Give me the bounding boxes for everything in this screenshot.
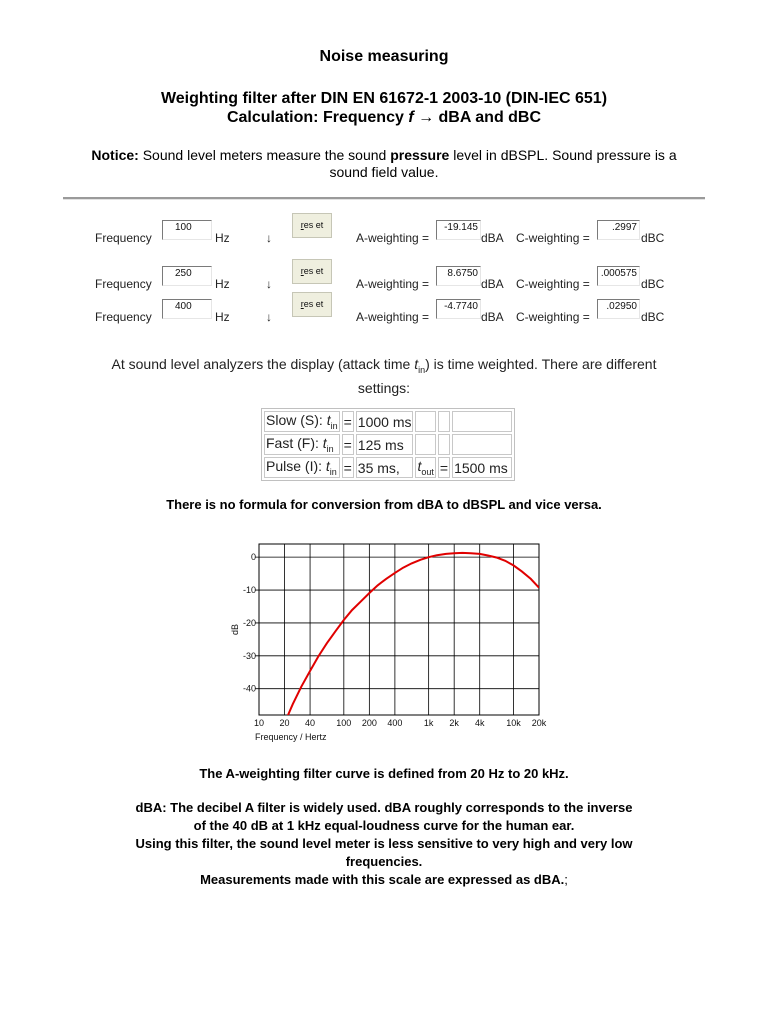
release-time-value	[452, 411, 512, 432]
time-weighting-row	[264, 434, 512, 455]
frequency-label: Frequency	[95, 277, 152, 291]
frequency-input[interactable]: 100	[162, 220, 212, 240]
empty-cell	[438, 411, 450, 432]
equals-cell: =	[342, 411, 354, 432]
no-formula-note: There is no formula for conversion from dBA to dBSPL and vice versa.	[166, 497, 602, 512]
dba-line-2: of the 40 dB at 1 kHz equal-loudness curve for the human ear.	[193, 818, 575, 833]
c-weighting-output: .000575	[597, 266, 640, 286]
arrow-down-icon: ↓	[266, 310, 272, 324]
y-tick-label: -20	[242, 617, 256, 628]
attack-time-value: 1000 ms	[356, 411, 414, 432]
y-tick-label: 0	[250, 552, 256, 563]
hz-unit: Hz	[215, 310, 230, 324]
a-weighting-output: 8.6750	[436, 266, 481, 286]
dba-unit: dBA	[481, 277, 504, 291]
c-weighting-output: .2997	[597, 220, 640, 240]
x-tick-label: 2k	[449, 718, 459, 728]
setting-name: Slow (S): $t_{in}$	[266, 412, 338, 431]
attack-time-value: 35 ms,	[356, 457, 414, 478]
dba-line-5: Measurements made with this scale are expressed as dBA.;	[200, 872, 568, 887]
subtitle-line-2: Calculation: Frequency f → dBA and dBC	[226, 109, 542, 126]
x-tick-label: 200	[361, 718, 377, 728]
dba-description	[0, 799, 768, 889]
subtitle-line-1: Weighting filter after DIN EN 61672-1 2003-10 (DIN-IEC 651)	[160, 90, 608, 107]
notice-label: Notice:	[91, 147, 139, 163]
x-tick-label: 1k	[423, 718, 434, 728]
equals-cell: =	[438, 457, 450, 478]
frequency-input[interactable]: 250	[162, 266, 212, 286]
equals-cell: =	[342, 434, 354, 455]
x-tick-label: 10	[253, 718, 265, 728]
empty-cell	[438, 434, 450, 455]
a-weighting-output: -19.145	[436, 220, 481, 240]
reset-button[interactable]: res et	[292, 259, 332, 284]
time-weighting-row	[264, 411, 512, 432]
frequency-label: Frequency	[95, 310, 152, 324]
time-weighting-table	[261, 408, 515, 481]
c-weighting-label: C-weighting =	[516, 310, 590, 324]
empty-cell	[415, 434, 435, 455]
notice-emphasis: pressure	[390, 147, 450, 163]
dba-line-3: Using this filter, the sound level meter is less sensitive to very high and very low	[135, 836, 633, 851]
a-weighting-label: A-weighting =	[356, 277, 430, 291]
a-weighting-label: A-weighting =	[356, 310, 430, 324]
dbc-unit: dBC	[641, 310, 665, 324]
a-weighting-chart	[228, 530, 548, 750]
time-weighting-row	[264, 457, 512, 478]
x-tick-label: 40	[305, 718, 316, 728]
y-tick-label: -10	[242, 585, 256, 596]
reset-button[interactable]: res et	[292, 292, 332, 317]
arrow-down-icon: ↓	[266, 277, 272, 291]
dba-unit: dBA	[481, 231, 504, 245]
attack-time-value: 125 ms	[356, 434, 414, 455]
x-axis-label: Frequency / Hertz	[255, 732, 327, 742]
x-tick-label: 20	[279, 718, 290, 728]
horizontal-divider	[63, 197, 705, 200]
hz-unit: Hz	[215, 277, 230, 291]
y-axis-label: dB	[230, 623, 240, 636]
arrow-down-icon: ↓	[266, 231, 272, 245]
equals-cell: =	[342, 457, 354, 478]
frequency-label: Frequency	[95, 231, 152, 245]
dba-line-1: dBA: The decibel A filter is widely used. dBA roughly corresponds to the inverse	[135, 800, 633, 815]
setting-name: Pulse (I): $t_{in}$	[264, 457, 340, 478]
c-weighting-label: C-weighting =	[516, 231, 590, 245]
dba-line-4: frequencies.	[345, 854, 423, 869]
release-time-label: $t_{out}$	[417, 458, 434, 477]
c-weighting-label: C-weighting =	[516, 277, 590, 291]
chart-caption: The A-weighting filter curve is defined from 20 Hz to 20 kHz.	[199, 766, 569, 781]
page-title: Noise measuring	[319, 48, 449, 65]
a-weighting-output: -4.7740	[436, 299, 481, 319]
x-tick-label: 400	[387, 718, 403, 728]
release-time-value: 1500 ms	[452, 457, 512, 478]
page-subtitle	[0, 89, 768, 127]
dba-unit: dBA	[481, 310, 504, 324]
release-time-value	[452, 434, 512, 455]
a-weighting-label: A-weighting =	[356, 231, 430, 245]
frequency-input[interactable]: 400	[162, 299, 212, 319]
y-tick-label: -40	[242, 683, 256, 694]
empty-cell	[415, 411, 435, 432]
x-tick-label: 20k	[531, 718, 547, 728]
x-tick-label: 10k	[506, 718, 521, 728]
y-tick-label: -30	[242, 650, 256, 661]
c-weighting-output: .02950	[597, 299, 640, 319]
x-tick-label: 100	[336, 718, 352, 728]
notice-paragraph: Notice: Sound level meters measure the sound pressure level in dBSPL. Sound pressure is a sound field value.	[91, 147, 677, 180]
dbc-unit: dBC	[641, 277, 665, 291]
setting-name: Fast (F): $t_{in}$	[264, 434, 340, 455]
dbc-unit: dBC	[641, 231, 665, 245]
reset-button[interactable]: res et	[292, 213, 332, 238]
analyzer-paragraph: At sound level analyzers the display (attack time $t_{in}$) is time weighted. There are different settings:	[111, 356, 657, 396]
hz-unit: Hz	[215, 231, 230, 245]
x-tick-label: 4k	[474, 718, 485, 728]
